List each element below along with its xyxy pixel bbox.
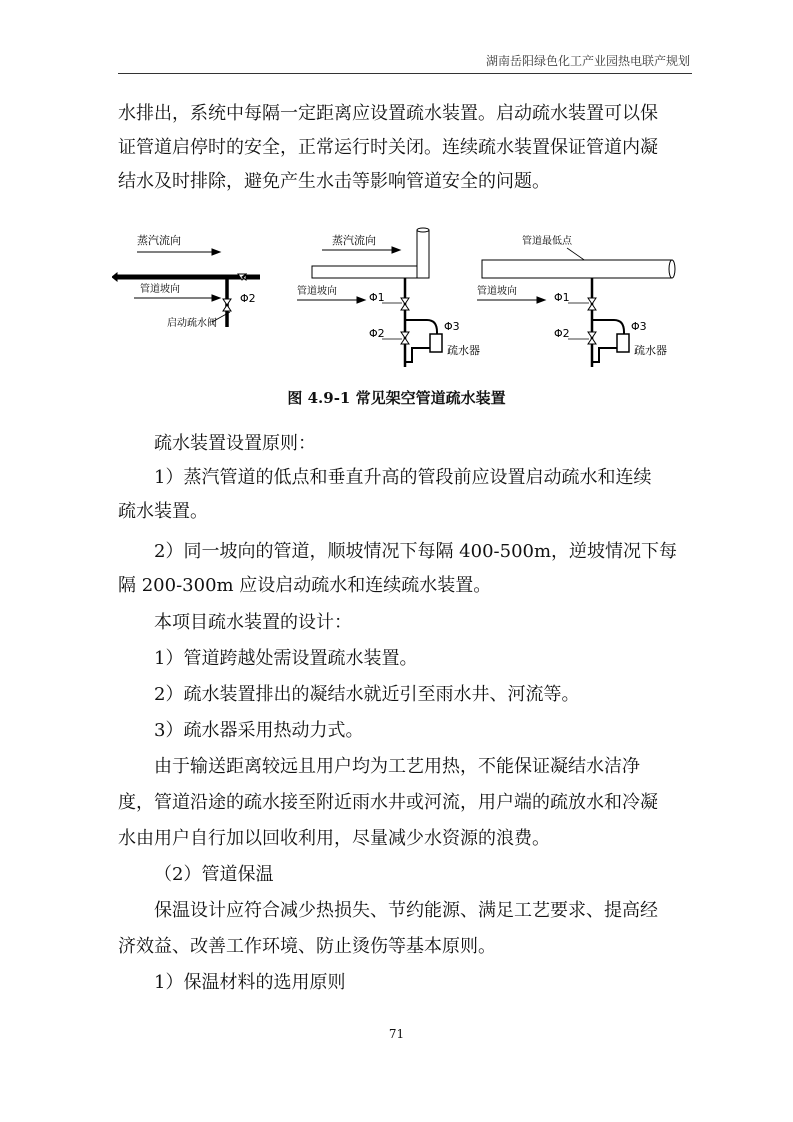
paragraph-line-1: 由于输送距离较远且用户均为工艺用热，不能保证凝结水洁净 — [154, 756, 640, 777]
d2-pipe-slope-label: 管道坡向 — [297, 286, 337, 297]
principle-1-line-2: 疏水装置。 — [118, 501, 208, 522]
d2-phi2-label: Φ2 — [369, 327, 385, 340]
d2-steam-direction-label: 蒸汽流向 — [332, 234, 376, 247]
insulation-body-line-1: 保温设计应符合减少热损失、节约能源、满足工艺要求、提高经 — [154, 900, 658, 921]
d3-phi3-label: Φ3 — [631, 320, 647, 333]
d3-low-point-label: 管道最低点 — [522, 236, 572, 247]
d3-pipe-slope-label: 管道坡向 — [477, 286, 517, 297]
d2-phi3-label: Φ3 — [444, 320, 460, 333]
design-heading: 本项目疏水装置的设计： — [154, 612, 352, 633]
diagram-3 — [477, 234, 675, 367]
d3-phi1-label: Φ1 — [554, 291, 570, 304]
intro-line-3: 结水及时排除，避免产生水击等影响管道安全的问题。 — [118, 171, 550, 192]
d2-trap-label: 疏水器 — [447, 344, 480, 357]
diagram-2 — [297, 228, 480, 367]
page-number: 71 — [388, 1027, 405, 1041]
design-item-3: 3）疏水器采用热动力式。 — [154, 720, 364, 741]
diagram-1 — [112, 233, 260, 329]
d1-phi2-label: Φ2 — [240, 292, 256, 305]
insulation-item-1: 1）保温材料的选用原则 — [154, 972, 346, 993]
running-header: 湖南岳阳绿色化工产业园热电联产规划 — [485, 54, 690, 68]
d1-startup-valve-label: 启动疏水阀 — [167, 318, 217, 329]
d3-trap-label: 疏水器 — [634, 344, 667, 357]
principle-2-line-2: 隔 200-300m 应设启动疏水和连续疏水装置。 — [118, 575, 492, 596]
intro-line-2: 证管道启停时的安全，正常运行时关闭。连续疏水装置保证管道内凝 — [118, 137, 658, 158]
paragraph-line-2: 度，管道沿途的疏水接至附近雨水井或河流，用户端的疏放水和冷凝 — [118, 792, 658, 813]
design-item-1: 1）管道跨越处需设置疏水装置。 — [154, 648, 418, 669]
insulation-heading: （2）管道保温 — [154, 864, 274, 885]
principles-heading: 疏水装置设置原则： — [154, 433, 316, 454]
principle-1-line-1: 1）蒸汽管道的低点和垂直升高的管段前应设置启动疏水和连续 — [154, 467, 652, 488]
design-item-2: 2）疏水装置排出的凝结水就近引至雨水井、河流等。 — [154, 684, 580, 705]
insulation-body-line-2: 济效益、改善工作环境、防止烫伤等基本原则。 — [118, 936, 496, 957]
paragraph-line-3: 水由用户自行加以回收利用，尽量减少水资源的浪费。 — [118, 828, 550, 849]
figure-caption: 图 4.9-1 常见架空管道疏水装置 — [287, 389, 506, 407]
drain-diagram — [112, 222, 692, 382]
d2-phi1-label: Φ1 — [369, 291, 385, 304]
figure-drain-devices — [112, 222, 692, 382]
d1-pipe-slope-label: 管道坡向 — [140, 284, 180, 295]
d1-steam-direction-label: 蒸汽流向 — [137, 234, 181, 247]
intro-line-1: 水排出，系统中每隔一定距离应设置疏水装置。启动疏水装置可以保 — [118, 103, 658, 124]
header-rule — [118, 73, 692, 74]
d3-phi2-label: Φ2 — [554, 327, 570, 340]
principle-2-line-1: 2）同一坡向的管道，顺坡情况下每隔 400-500m，逆坡情况下每 — [154, 541, 678, 562]
